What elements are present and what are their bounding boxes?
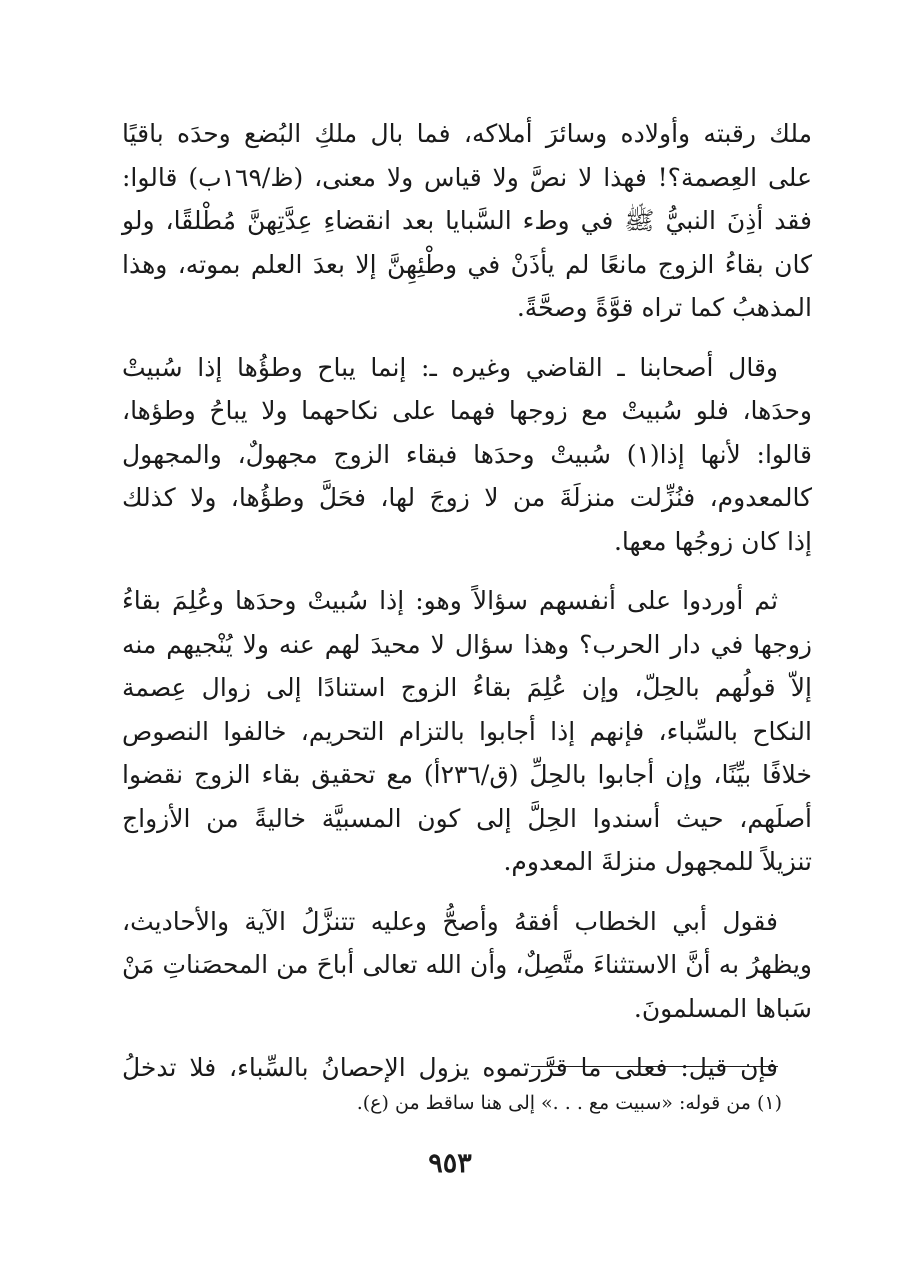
text-line: تنزيلاً للمجهول منزلةَ المعدوم. [503, 847, 812, 876]
footnote-separator [531, 1066, 778, 1067]
paragraph-2 [122, 346, 812, 564]
text-line: ويظهرُ به أنَّ الاستثناءَ متَّصِلٌ، وأن الله تعالى أباحَ من المحصَناتِ مَنْ [122, 950, 812, 979]
text-line: على العِصمة؟! فهذا لا نصَّ ولا قياس ولا معنى، (ظ/١٦٩ب) قالوا: [122, 162, 812, 192]
text-line: أصلَهم، حيث أسندوا الحِلَّ إلى كون المسبيَّة خاليةً من الأزواج [122, 803, 812, 833]
text-line: ملك رقبته وأولاده وسائرَ أملاكه، فما بال ملكِ البُضع وحدَه باقيًا [122, 119, 812, 148]
text-line: وقال أصحابنا ـ القاضي وغيره ـ: إنما يباح وطؤُها إذا سُبيتْ [122, 352, 778, 382]
paragraph-5 [122, 1046, 812, 1090]
paragraph-1 [122, 112, 812, 330]
text-line: وحدَها، فلو سُبيتْ مع زوجها فهما على نكاحهما ولا يباحُ وطؤها، [122, 396, 812, 425]
text-line: كالمعدوم، فنُزِّلت منزلَةَ من لا زوجَ لها، فحَلَّ وطؤُها، ولا كذلك [122, 483, 812, 512]
page-number: ٩٥٣ [428, 1148, 472, 1179]
paragraph-4 [122, 900, 812, 1031]
text-line: إذا كان زوجُها معها. [613, 526, 812, 556]
text-line: خلافًا بيِّنًا، وإن أجابوا بالحِلِّ (ق/٢٣٦أ) مع تحقيق بقاء الزوج نقضوا [122, 760, 812, 789]
page-body [122, 112, 812, 1106]
text-line: المذهبُ كما تراه قوَّةً وصحَّةً. [516, 293, 812, 322]
text-line: فإن قيل: فعلى ما قرَّرتموه يزول الإحصانُ بالسِّباء، فلا تدخلُ [122, 1053, 778, 1082]
text-line: النكاح بالسِّباء، فإنهم إذا أجابوا بالتزام التحريم، خالفوا النصوص [122, 716, 812, 746]
text-line: فقد أذِنَ النبيُّ ﷺ في وطء السَّبايا بعد انقضاءِ عِدَّتِهنَّ مُطْلقًا، ولو [122, 206, 812, 235]
text-line: قالوا: لأنها إذا(١) سُبيتْ وحدَها فبقاء الزوج مجهولٌ، والمجهول [122, 439, 813, 469]
text-line: إلاّ قولُهم بالحِلّ، وإن عُلِمَ بقاءُ الزوج استنادًا إلى زوال عِصمة [122, 673, 812, 702]
text-line: ثم أوردوا على أنفسهم سؤالاً وهو: إذا سُبيتْ وحدَها وعُلِمَ بقاءُ [122, 586, 778, 615]
text-line: زوجها في دار الحرب؟ وهذا سؤال لا محيدَ لهم عنه ولا يُنْجيهم منه [122, 629, 812, 659]
paragraph-3 [122, 579, 812, 884]
text-line: كان بقاءُ الزوج مانعًا لم يأذَنْ في وطْئِهِنَّ إلا بعدَ العلم بموته، وهذا [122, 249, 812, 279]
footnote: (١) من قوله: «سبيت مع . . .» إلى هنا ساقط من (ع). [356, 1092, 782, 1114]
text-line: فقول أبي الخطاب أفقهُ وأصحُّ وعليه تتنزَّلُ الآية والأحاديث، [122, 906, 778, 936]
text-line: سَباها المسلمونَ. [633, 993, 812, 1023]
